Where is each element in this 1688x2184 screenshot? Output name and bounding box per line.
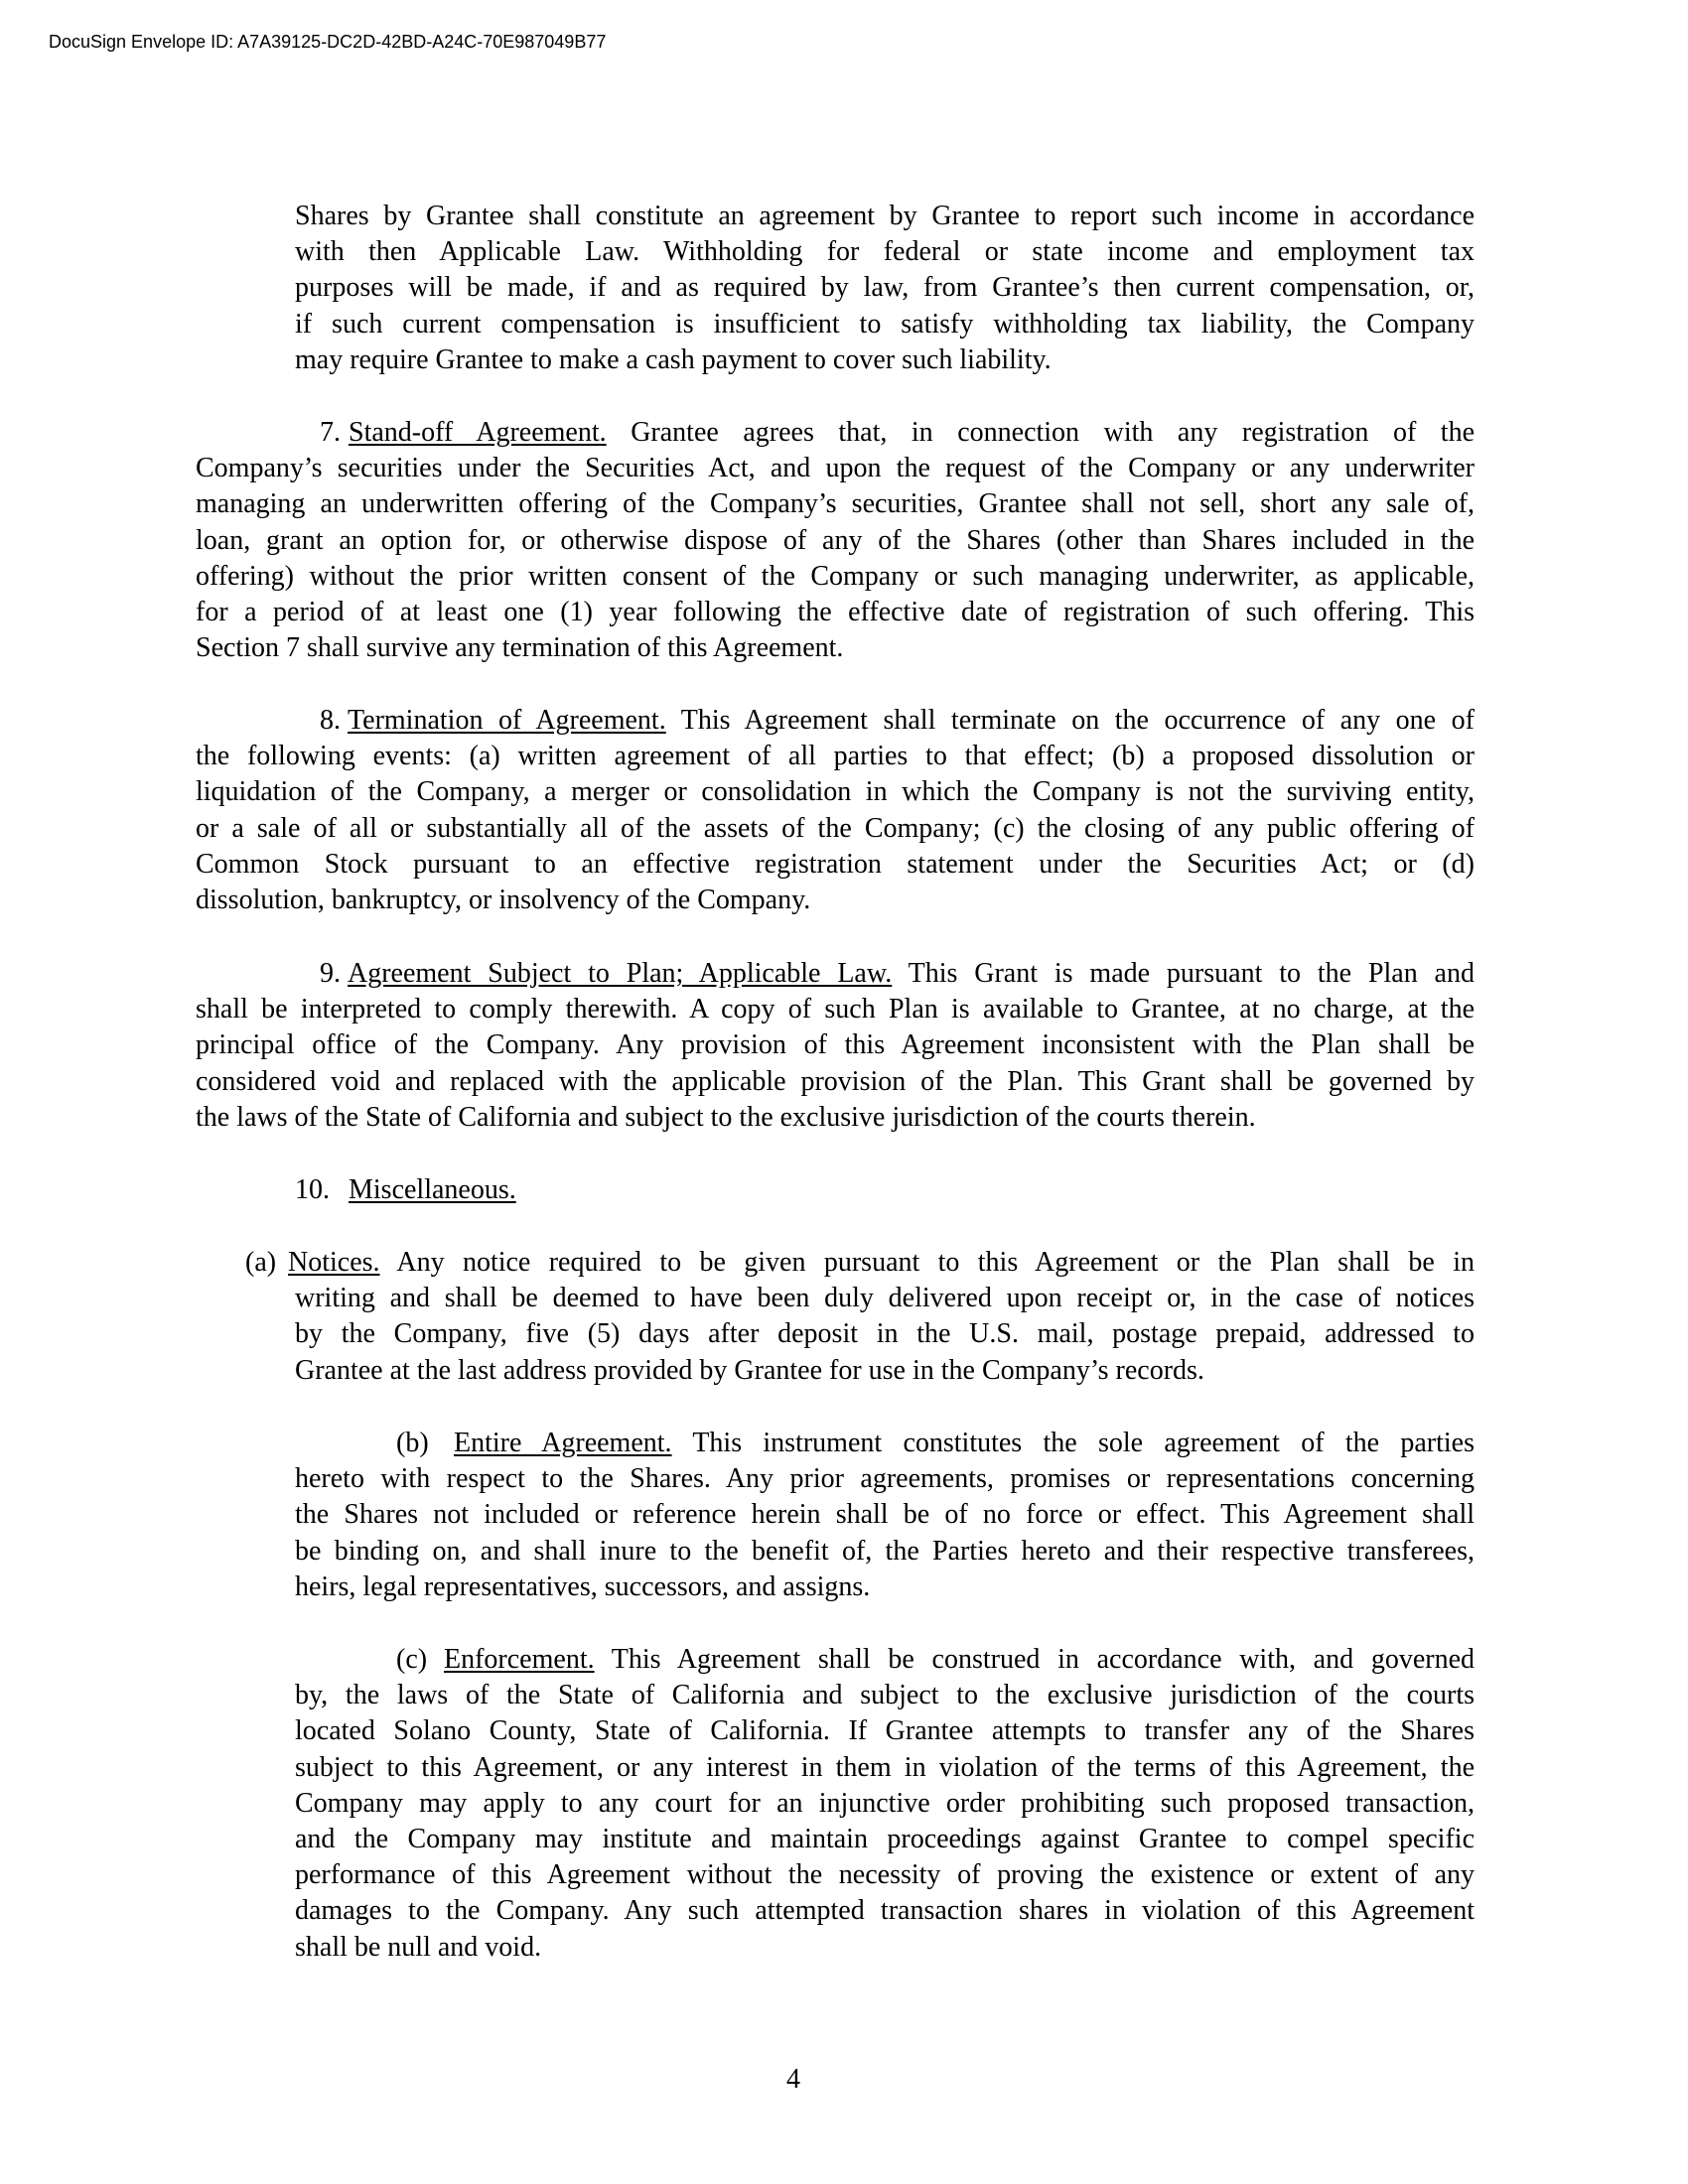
text-line	[295, 1786, 1475, 1822]
text-line	[196, 739, 1475, 774]
text-line	[320, 956, 1475, 992]
line-text: if such current compensation is insufficient to satisfy withholding tax liability, the Company	[295, 308, 1475, 340]
text-line	[295, 1930, 1475, 1966]
line-text: purposes will be made, if and as required by law, from Grantee’s then current compensation, or,	[295, 272, 1475, 304]
section-number: (c)	[396, 1644, 428, 1675]
text-line	[196, 811, 1475, 847]
docusign-envelope-id: DocuSign Envelope ID: A7A39125-DC2D-42BD-A24C-70E987049B77	[49, 32, 607, 52]
line-text: This Grant is made pursuant to the Plan and	[908, 958, 1475, 989]
line-text: subject to this Agreement, or any interest in them in violation of the terms of this Agreement, the	[295, 1751, 1475, 1783]
text-line	[295, 1750, 1475, 1786]
line-text: the laws of the State of California and subject to the exclusive jurisdiction of the courts therein.	[196, 1101, 1256, 1133]
line-text: This Agreement shall terminate on the occurrence of any one of	[680, 705, 1475, 736]
text-line	[295, 1857, 1475, 1893]
section-number: 8.	[320, 705, 341, 736]
line-text: Shares by Grantee shall constitute an agreement by Grantee to report such income in accordance	[295, 201, 1475, 231]
text-line	[196, 486, 1475, 522]
text-line	[196, 1027, 1475, 1063]
line-text: Grantee at the last address provided by Grantee for use in the Company’s records.	[295, 1354, 1204, 1386]
text-line	[295, 1534, 1475, 1570]
page-number: 4	[786, 2064, 800, 2095]
section-heading: Notices.	[288, 1247, 380, 1278]
line-text: by, the laws of the State of California and subject to the exclusive jurisdiction of the courts	[295, 1680, 1475, 1711]
text-line	[196, 1100, 1475, 1136]
text-line	[320, 415, 1475, 451]
section-heading: Enforcement.	[444, 1644, 595, 1675]
section-heading: Entire Agreement.	[454, 1428, 672, 1458]
line-text: may require Grantee to make a cash payment to cover such liability.	[295, 343, 1052, 375]
line-text: This instrument constitutes the sole agreement of the parties	[692, 1428, 1475, 1458]
text-line	[396, 1426, 1475, 1461]
text-line	[295, 1172, 1475, 1208]
text-line	[295, 270, 1475, 306]
line-text: dissolution, bankruptcy, or insolvency of the Company.	[196, 884, 811, 915]
line-text: for a period of at least one (1) year following the effective date of registration of such offering. This	[196, 596, 1475, 627]
text-line	[295, 1281, 1475, 1316]
line-text: loan, grant an option for, or otherwise dispose of any of the Shares (other than Shares included in the	[196, 524, 1475, 556]
line-text: considered void and replaced with the applicable provision of the Plan. This Grant shall be governed by	[196, 1065, 1475, 1097]
text-line	[196, 630, 1475, 666]
text-line	[196, 595, 1475, 630]
line-text: the Shares not included or reference herein shall be of no force or effect. This Agreement shall	[295, 1499, 1475, 1531]
text-line	[295, 1822, 1475, 1857]
line-text: performance of this Agreement without the necessity of proving the existence or extent of any	[295, 1859, 1475, 1891]
line-text: hereto with respect to the Shares. Any prior agreements, promises or representations concerning	[295, 1463, 1475, 1495]
line-text: Company’s securities under the Securities Act, and upon the request of the Company or any underwriter	[196, 453, 1475, 484]
text-line	[295, 307, 1475, 342]
line-text: Any notice required to be given pursuant to this Agreement or the Plan shall be in	[396, 1247, 1475, 1278]
section-number: (a)	[245, 1247, 277, 1278]
line-text: heirs, legal representatives, successors, and assigns.	[295, 1570, 871, 1602]
paragraph-withholding-continuation	[295, 199, 1475, 378]
line-text: This Agreement shall be construed in accordance with, and governed	[611, 1644, 1475, 1675]
text-line	[295, 234, 1475, 270]
paragraph-section-10c	[295, 1642, 1475, 1966]
paragraph-section-10	[295, 1172, 1475, 1208]
text-line	[295, 199, 1475, 234]
text-line	[295, 1678, 1475, 1713]
text-line	[196, 1064, 1475, 1100]
line-text: and the Company may institute and maintain proceedings against Grantee to compel specific	[295, 1823, 1475, 1854]
paragraph-section-10b	[295, 1426, 1475, 1605]
line-text: be binding on, and shall inure to the benefit of, the Parties hereto and their respective transferees,	[295, 1535, 1475, 1567]
section-number: 10.	[295, 1174, 330, 1205]
line-text: Common Stock pursuant to an effective registration statement under the Securities Act; or (d)	[196, 848, 1475, 880]
text-line	[295, 1316, 1475, 1352]
text-line	[196, 847, 1475, 883]
line-text: damages to the Company. Any such attempted transaction shares in violation of this Agreement	[295, 1895, 1475, 1927]
text-line	[295, 1570, 1475, 1605]
text-line	[196, 774, 1475, 810]
text-line	[196, 523, 1475, 559]
text-line	[245, 1245, 1475, 1281]
line-text: principal office of the Company. Any provision of this Agreement inconsistent with the Plan shall be	[196, 1029, 1475, 1061]
line-text: the following events: (a) written agreement of all parties to that effect; (b) a proposed dissolution or	[196, 741, 1475, 772]
text-line	[196, 883, 1475, 918]
paragraph-section-7	[196, 415, 1475, 666]
line-text: Company may apply to any court for an injunctive order prohibiting such proposed transaction,	[295, 1787, 1475, 1819]
paragraph-section-8	[196, 703, 1475, 918]
text-line	[295, 1893, 1475, 1929]
text-line	[295, 1353, 1475, 1389]
text-line	[295, 1713, 1475, 1749]
paragraph-section-9	[196, 956, 1475, 1136]
section-heading: Termination of Agreement.	[348, 705, 666, 736]
line-text: with then Applicable Law. Withholding for federal or state income and employment tax	[295, 236, 1475, 268]
text-line	[196, 451, 1475, 486]
text-line	[320, 703, 1475, 739]
line-text: by the Company, five (5) days after deposit in the U.S. mail, postage prepaid, addressed to	[295, 1318, 1475, 1350]
line-text: shall be null and void.	[295, 1931, 542, 1963]
text-line	[196, 992, 1475, 1027]
line-text: managing an underwritten offering of the Company’s securities, Grantee shall not sell, short any sale of,	[196, 488, 1475, 520]
line-text: shall be interpreted to comply therewith. A copy of such Plan is available to Grantee, at no charge, at the	[196, 994, 1475, 1025]
text-line	[295, 1497, 1475, 1533]
paragraph-section-10a	[245, 1245, 1475, 1389]
line-text: or a sale of all or substantially all of the assets of the Company; (c) the closing of any public offering of	[196, 812, 1475, 844]
line-text: Grantee agrees that, in connection with any registration of the	[631, 417, 1476, 448]
line-text: writing and shall be deemed to have been duly delivered upon receipt or, in the case of notices	[295, 1283, 1475, 1314]
line-text: located Solano County, State of California. If Grantee attempts to transfer any of the Shares	[295, 1715, 1475, 1747]
line-text: Section 7 shall survive any termination of this Agreement.	[196, 632, 844, 664]
section-number: 9.	[320, 958, 341, 989]
text-line	[295, 1461, 1475, 1497]
section-heading: Stand-off Agreement.	[349, 417, 607, 448]
line-text: liquidation of the Company, a merger or consolidation in which the Company is not the surviving entity,	[196, 776, 1475, 808]
text-line	[196, 559, 1475, 595]
section-heading: Miscellaneous.	[349, 1174, 516, 1205]
section-number: 7.	[320, 417, 341, 448]
line-text: offering) without the prior written consent of the Company or such managing underwriter, as applicable,	[196, 560, 1475, 592]
text-line	[295, 342, 1475, 378]
text-line	[396, 1642, 1475, 1678]
section-number: (b)	[396, 1428, 429, 1458]
section-heading: Agreement Subject to Plan; Applicable Law.	[348, 958, 893, 989]
